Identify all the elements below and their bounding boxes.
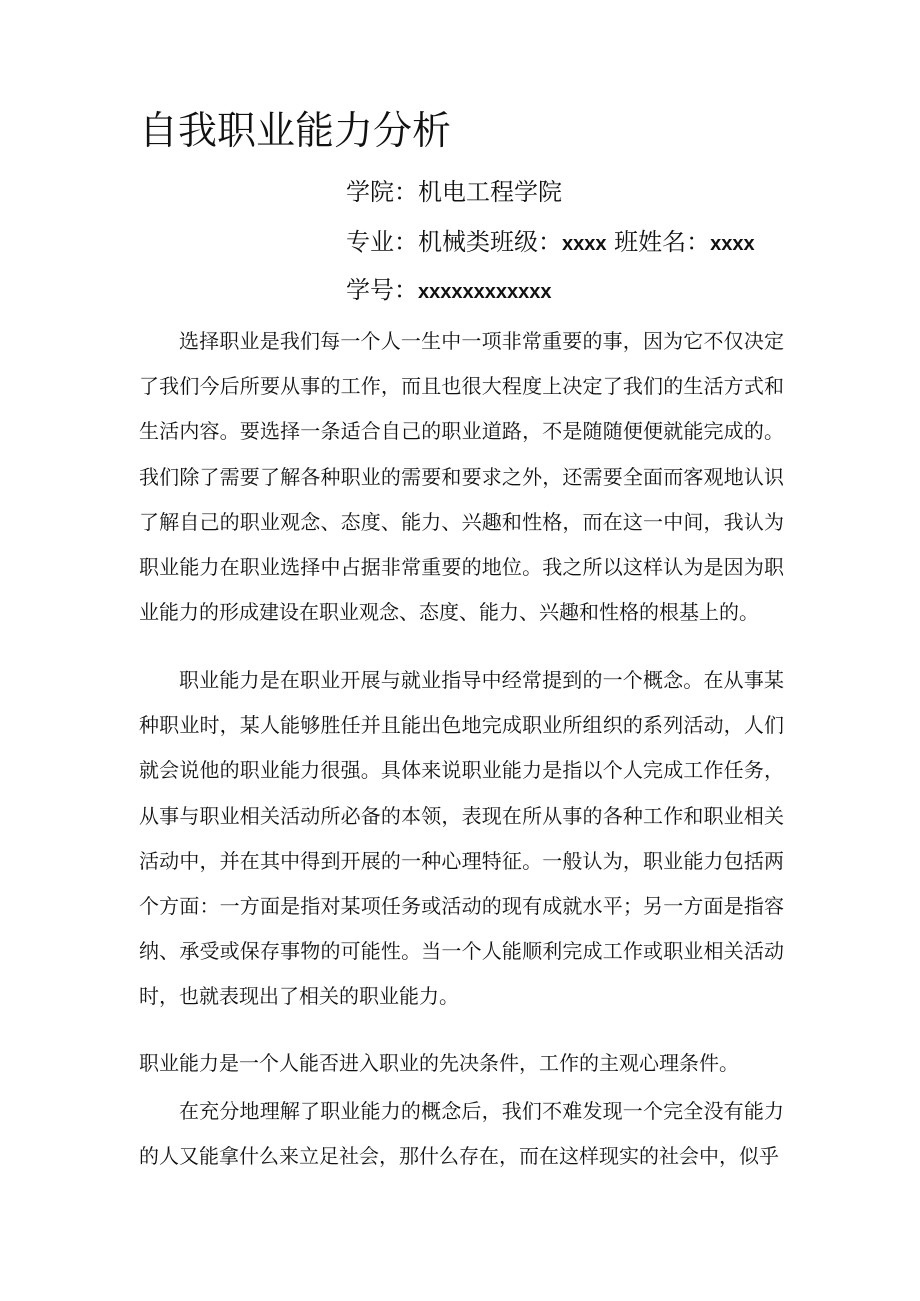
paragraph-2: 职业能力是在职业开展与就业指导中经常提到的一个概念。在从事某种职业时，某人能够胜任并且能出色地完成职业所组织的系列活动，人们就会说他的职业能力很强。具体来说职业能力是指以个人完成工作任务，从事与职业相关活动所必备的本领，表现在所从事的各种工作和职业相关活动中，并在其中得到开展的一种心理特征。一般认为，职业能力包括两个方面：一方面是指对某项任务或活动的现有成就水平；另一方面是指容纳、承受或保存事物的可能性。当一个人能顺利完成工作或职业相关活动时，也就表现出了相关的职业能力。 bbox=[139, 668, 784, 1009]
student-id-label: 学号： bbox=[346, 276, 418, 304]
college-line bbox=[346, 175, 562, 209]
class-label: 班级： bbox=[490, 228, 562, 256]
name-label: 姓名： bbox=[638, 228, 711, 256]
major-value: 机械类 bbox=[418, 228, 490, 256]
name-value: xxxx bbox=[710, 233, 755, 255]
class-value: xxxx bbox=[562, 233, 607, 255]
college-label: 学院： bbox=[346, 178, 418, 206]
college-value: 机电工程学院 bbox=[418, 178, 562, 206]
student-id-line bbox=[346, 273, 551, 309]
paragraph-1: 选择职业是我们每一个人一生中一项非常重要的事，因为它不仅决定了我们今后所要从事的工作，而且也很大程度上决定了我们的生活方式和生活内容。要选择一条适合自己的职业道路，不是随随便便就能完成的。我们除了需要了解各种职业的需要和要求之外，还需要全面而客观地认识了解自己的职业观念、态度、能力、兴趣和性格，而在这一中间，我认为职业能力在职业选择中占据非常重要的地位。我之所以这样认为是因为职业能力的形成建设在职业观念、态度、能力、兴趣和性格的根基上的。 bbox=[139, 329, 784, 625]
paragraph-3: 职业能力是一个人能否进入职业的先决条件，工作的主观心理条件。 bbox=[139, 1051, 739, 1075]
class-suffix: 班 bbox=[614, 228, 639, 256]
major-label: 专业： bbox=[346, 228, 418, 256]
paragraph-4: 在充分地理解了职业能力的概念后，我们不难发现一个完全没有能力的人又能拿什么来立足社会，那什么存在，而在这样现实的社会中，似乎 bbox=[139, 1099, 784, 1169]
student-id-value: xxxxxxxxxxxx bbox=[418, 281, 552, 303]
major-class-name-line bbox=[346, 225, 755, 261]
document-title: 自我职业能力分析 bbox=[139, 109, 452, 154]
